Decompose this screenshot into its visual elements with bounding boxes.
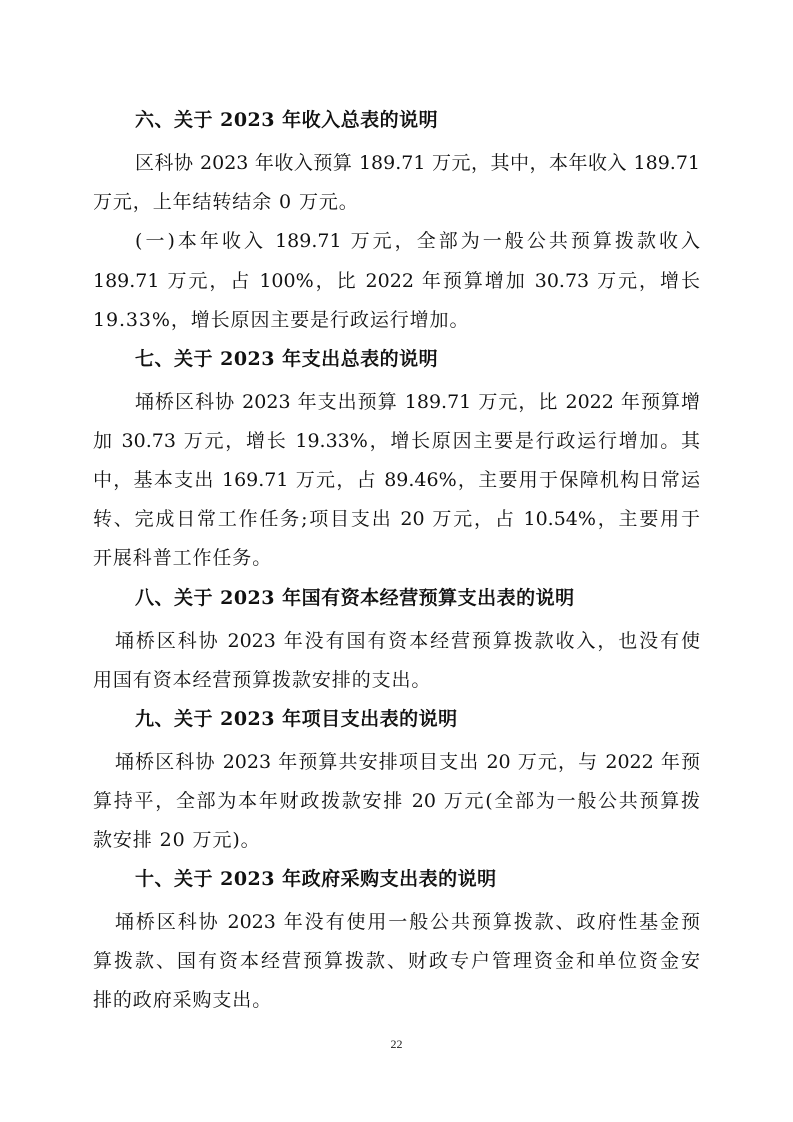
paragraph-line: 排的政府采购支出。: [93, 989, 273, 1011]
section-heading-9: 九、关于 2023 年项目支出表的说明: [135, 708, 458, 730]
paragraph-line: 用国有资本经营预算拨款安排的支出。: [93, 669, 432, 691]
paragraph-line: 加 30.73 万元，增长 19.33%，增长原因主要是行政运行增加。其: [93, 430, 700, 452]
paragraph-line: 埇桥区科协 2023 年没有使用一般公共预算拨款、政府性基金预: [115, 911, 700, 933]
paragraph-line: 中，基本支出 169.71 万元，占 89.46%，主要用于保障机构日常运: [93, 469, 700, 491]
paragraph-line: (一)本年收入 189.71 万元，全部为一般公共预算拨款收入: [135, 230, 700, 252]
page-number: 22: [390, 1037, 403, 1051]
paragraph-line: 款安排 20 万元)。: [93, 829, 261, 851]
section-heading-7: 七、关于 2023 年支出总表的说明: [135, 348, 439, 370]
paragraph-line: 算持平，全部为本年财政拨款安排 20 万元(全部为一般公共预算拨: [93, 790, 700, 812]
paragraph-line: 189.71 万元，占 100%，比 2022 年预算增加 30.73 万元，增长: [93, 270, 700, 292]
section-heading-6: 六、关于 2023 年收入总表的说明: [135, 109, 439, 131]
paragraph-line: 埇桥区科协 2023 年预算共安排项目支出 20 万元，与 2022 年预: [115, 751, 700, 773]
paragraph-line: 转、完成日常工作任务;项目支出 20 万元，占 10.54%，主要用于: [93, 508, 700, 530]
paragraph-line: 开展科普工作任务。: [93, 547, 273, 569]
paragraph-line: 算拨款、国有资本经营预算拨款、财政专户管理资金和单位资金安: [93, 950, 700, 972]
paragraph-line: 19.33%，增长原因主要是行政运行增加。: [93, 309, 470, 331]
paragraph-line: 万元，上年结转结余 0 万元。: [93, 191, 359, 213]
section-heading-8: 八、关于 2023 年国有资本经营预算支出表的说明: [135, 587, 575, 609]
paragraph-line: 区科协 2023 年收入预算 189.71 万元，其中，本年收入 189.71: [135, 152, 700, 174]
paragraph-line: 埇桥区科协 2023 年没有国有资本经营预算拨款收入，也没有使: [115, 630, 700, 652]
section-heading-10: 十、关于 2023 年政府采购支出表的说明: [135, 868, 497, 890]
paragraph-line: 埇桥区科协 2023 年支出预算 189.71 万元，比 2022 年预算增: [135, 391, 700, 413]
